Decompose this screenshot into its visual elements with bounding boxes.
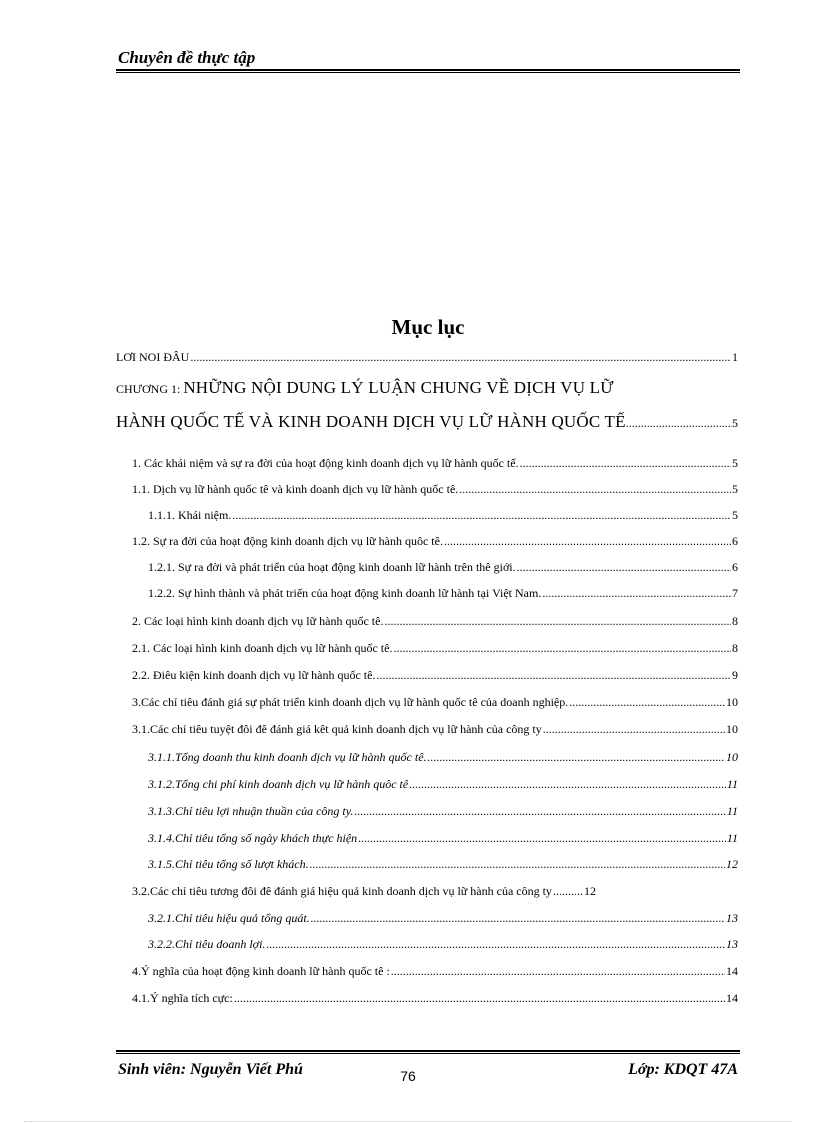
toc-chapter-line-2[interactable] [116, 412, 738, 433]
toc-entry-text: 3.1.4.Chỉ tiêu tổng số ngày khách thực hiện [148, 831, 358, 845]
toc-entry[interactable] [132, 482, 738, 496]
toc-entry-text: 3.2.2.Chỉ tiêu doanh lợi. [148, 937, 266, 951]
toc-chapter-page: 5 [732, 416, 738, 430]
toc-entry-page: 11 [726, 804, 738, 818]
toc-entry-page: 13 [726, 937, 738, 951]
page-header [116, 48, 740, 73]
toc-entry-page: 14 [726, 991, 738, 1005]
footer-class: Lớp: KDQT 47A [628, 1061, 738, 1078]
toc-chapter-line-1[interactable] [116, 378, 738, 399]
footer-student: Sinh viên: Nguyễn Viết Phú [118, 1061, 303, 1078]
toc-leader [517, 560, 731, 574]
toc-entry[interactable] [132, 722, 738, 736]
toc-entry-page: 6 [732, 560, 738, 574]
toc-entry-page: 10 [726, 750, 738, 764]
toc-entry-text: 1.1. Dịch vụ lữ hành quốc tê và kinh doanh dịch vụ lữ hành quốc tê. [132, 482, 459, 496]
toc-entry-text: 3.1.1.Tổng doanh thu kinh doanh dịch vụ lữ hành quốc tê. [148, 750, 427, 764]
toc-entry-page: 10 [726, 695, 738, 709]
toc-entry-text: 2.2. Điêu kiện kinh doanh dịch vụ lữ hành quốc tê. [132, 668, 376, 682]
header-rule-thick [116, 69, 740, 71]
toc-entry-text: 3.1.3.Chỉ tiêu lợi nhuận thuần của công ty. [148, 804, 354, 818]
toc-entry[interactable] [148, 911, 738, 925]
toc-leader [391, 964, 725, 978]
toc-leader [553, 884, 583, 898]
toc-leader [234, 991, 725, 1005]
toc-chapter-title-1: NHỮNG NỘI DUNG LÝ LUẬN CHUNG VỀ DỊCH VỤ LỮ [183, 378, 614, 397]
toc-leader [190, 350, 731, 364]
toc-entry-page: 5 [732, 456, 738, 470]
toc-entry-page: 10 [726, 722, 738, 736]
toc-entry-text: 3.2.Các chỉ tiêu tương đôi đê đánh giá hiệu quả kinh doanh dịch vụ lữ hành của công ty [132, 884, 552, 898]
toc-entry-text: 3.1.2.Tổng chi phí kinh doanh dịch vụ lữ hành quôc tê [148, 777, 409, 791]
toc-entry-page: 13 [726, 911, 738, 925]
toc-entry-intro[interactable] [116, 350, 738, 364]
toc-entry-text: 3.1.Các chỉ tiêu tuyệt đôi đê đánh giá kêt quả kinh doanh dịch vụ lữ hành của công ty [132, 722, 542, 736]
toc-entry-page: 7 [732, 586, 738, 600]
toc-entry-text: LƠI NOI ĐÂU [116, 350, 190, 364]
toc-entry[interactable] [148, 508, 738, 522]
toc-entry[interactable] [148, 831, 738, 845]
toc-leader [520, 456, 731, 470]
toc-entry[interactable] [132, 695, 738, 709]
toc-entry[interactable] [132, 534, 738, 548]
toc-chapter-title-2: HÀNH QUỐC TẾ VÀ KINH DOANH DỊCH VỤ LỮ HÀNH QUỐC TẾ [116, 412, 626, 431]
toc-entry[interactable] [132, 991, 738, 1005]
toc-entry-page: 1 [732, 350, 738, 364]
toc-entry-page: 5 [732, 482, 738, 496]
toc-entry[interactable] [132, 614, 738, 628]
toc-leader [393, 641, 731, 655]
toc-leader [384, 614, 731, 628]
toc-entry-text: 1.1.1. Khái niệm. [148, 508, 232, 522]
toc-entry-text: 3.Các chỉ tiêu đánh giá sự phát triển kinh doanh dịch vụ lữ hành quốc tê của doanh nghiệp. [132, 695, 569, 709]
page-number: 76 [400, 1068, 416, 1084]
toc-entry[interactable] [148, 937, 738, 951]
toc-entry[interactable] [132, 884, 738, 898]
toc-entry-text: 3.1.5.Chỉ tiêu tổng số lượt khách. [148, 857, 309, 871]
footer-rule-thick [116, 1050, 740, 1052]
toc-entry[interactable] [148, 777, 738, 791]
toc-entry-text: 4.1.Ý nghĩa tích cực: [132, 991, 233, 1005]
toc-entry[interactable] [132, 964, 738, 978]
header-title: Chuyên đề thực tập [118, 48, 256, 67]
toc-entry-page: 9 [732, 668, 738, 682]
toc-entry-page: 11 [726, 777, 738, 791]
toc-entry[interactable] [148, 750, 738, 764]
toc-leader [354, 804, 726, 818]
toc-leader [569, 695, 725, 709]
toc-leader [266, 937, 725, 951]
toc-leader [311, 911, 725, 925]
toc-leader [543, 722, 725, 736]
toc-entry-text: 2. Các loại hình kinh doanh dịch vụ lữ hành quốc tê. [132, 614, 384, 628]
toc-entry-page: 12 [726, 857, 738, 871]
toc-title: Mục lục [391, 315, 465, 339]
toc-entry-page: 14 [726, 964, 738, 978]
toc-leader [542, 586, 731, 600]
toc-leader [310, 857, 725, 871]
toc-entry-text: 4.Ý nghĩa của hoạt động kinh doanh lữ hành quốc tê : [132, 964, 390, 978]
header-rule-thin [116, 72, 740, 73]
toc-leader [358, 831, 726, 845]
toc-entry-text: 1.2. Sự ra đời của hoạt động kinh doanh dịch vụ lữ hành quôc tê. [132, 534, 443, 548]
toc-leader [409, 777, 726, 791]
toc-leader [459, 482, 731, 496]
toc-entry[interactable] [132, 668, 738, 682]
toc-leader [376, 668, 731, 682]
toc-entry-page: 8 [732, 641, 738, 655]
toc-entry[interactable] [148, 586, 738, 600]
toc-entry-text: 1.2.2. Sự hình thành và phát triển của hoạt động kinh doanh lữ hành tại Việt Nam. [148, 586, 542, 600]
toc-entry-text: 1.2.1. Sự ra đời và phát triển của hoạt động kinh doanh lữ hành trên thê giới. [148, 560, 516, 574]
toc-entry-text: 1. Các khái niệm và sự ra đời của hoạt động kinh doanh dịch vụ lữ hành quốc tế. [132, 456, 519, 470]
toc-leader [626, 413, 732, 433]
toc-entry-page: 12 [583, 884, 596, 898]
toc-entry[interactable] [148, 560, 738, 574]
toc-entry[interactable] [148, 804, 738, 818]
toc-leader [444, 534, 731, 548]
toc-leader [428, 750, 725, 764]
toc-leader [232, 508, 731, 522]
toc-entry-text: 2.1. Các loại hình kinh doanh dịch vụ lữ hành quốc tê. [132, 641, 393, 655]
toc-entry[interactable] [148, 857, 738, 871]
toc-entry-page: 5 [732, 508, 738, 522]
toc-chapter-prefix: CHƯƠNG 1: [116, 382, 184, 396]
toc-entry-text: 3.2.1.Chỉ tiêu hiệu quả tổng quát. [148, 911, 310, 925]
page-bottom-edge [24, 1121, 792, 1122]
toc-entry-page: 6 [732, 534, 738, 548]
toc-entry-page: 11 [726, 831, 738, 845]
footer-rule-thin [116, 1053, 740, 1054]
toc-entry-page: 8 [732, 614, 738, 628]
toc-entry[interactable] [132, 456, 738, 470]
toc-entry[interactable] [132, 641, 738, 655]
